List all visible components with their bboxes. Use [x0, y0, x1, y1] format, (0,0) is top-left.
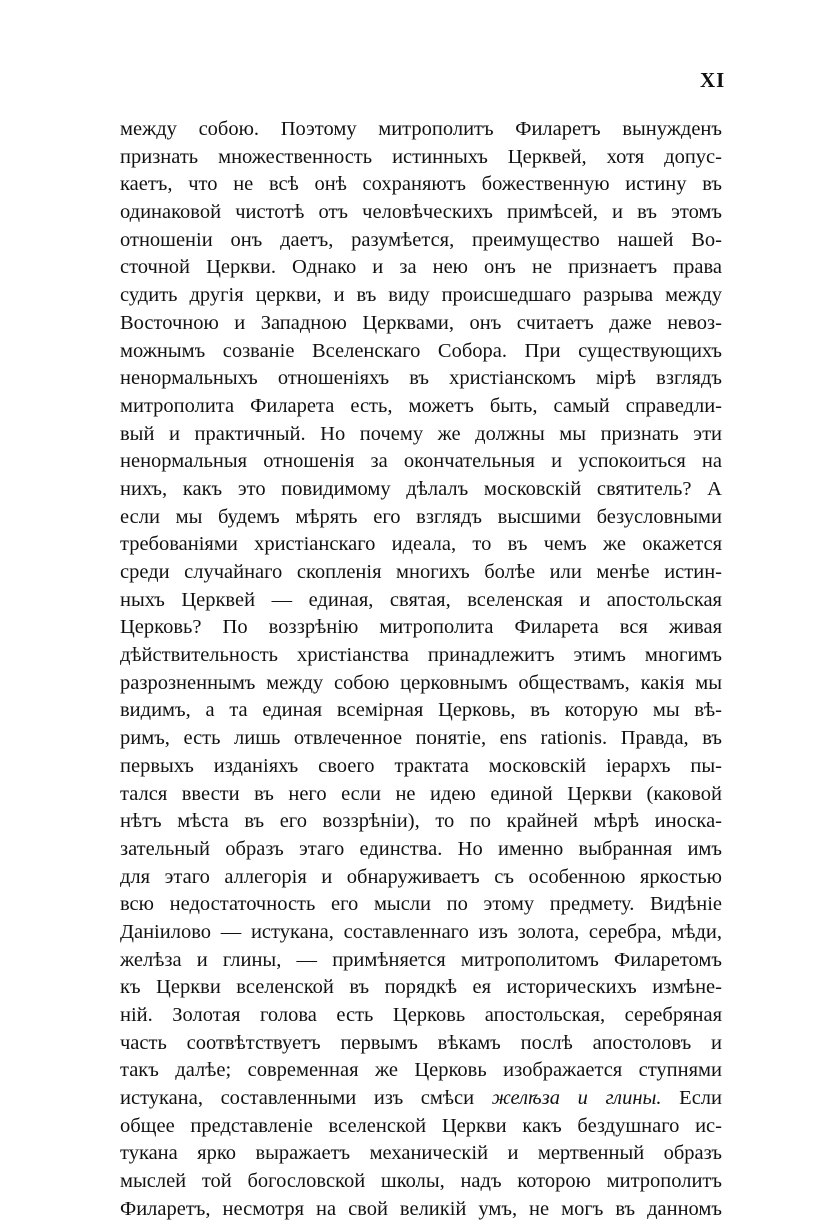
text-line: признать множественность истинныхъ Церквей, хотя допус- — [120, 145, 722, 168]
text-line: ній. Золотая голова есть Церковь апостольская, серебряная — [120, 1004, 722, 1026]
text-line: ныхъ Церквей — единая, святая, вселенская и апостольская — [120, 588, 722, 611]
text-line: между собою. Поэтому митрополитъ Филаретъ вынужденъ — [120, 118, 722, 140]
text-line: вый и практичный. Но почему же должны мы признать эти — [120, 422, 722, 445]
text-line: нѣтъ мѣста въ его воззрѣніи), то по крайней мѣрѣ иноска- — [120, 810, 722, 833]
text-line: если мы будемъ мѣрять его взглядъ высшими безусловными — [120, 505, 722, 528]
text-line: Церковь? По воззрѣнію митрополита Филарета вся живая — [120, 616, 722, 639]
line-text-before-italic: истукана, составленными изъ смѣси — [120, 1087, 475, 1110]
text-line: Восточною и Западною Церквами, онъ считаетъ даже невоз- — [120, 311, 722, 334]
text-line: Филаретъ, несмотря на свой великій умъ, не могъ въ данномъ — [120, 1197, 722, 1220]
text-line: зательный образъ этаго единства. Но именно выбранная имъ — [120, 837, 722, 860]
text-line: желѣза и глины, — примѣняется митрополитомъ Филаретомъ — [120, 948, 722, 971]
italic-phrase: желѣза и глины. — [491, 1087, 662, 1110]
text-line: къ Церкви вселенской въ порядкѣ ея историческихъ измѣне- — [120, 976, 722, 999]
text-line: римъ, есть лишь отвлеченное понятіе, ens rationis. Правда, въ — [120, 727, 722, 750]
text-line: ненормальныя отношенія за окончательныя и успокоиться на — [120, 450, 722, 473]
text-line: такъ далѣе; современная же Церковь изображается ступнями — [120, 1059, 722, 1082]
text-line: всю недостаточность его мысли по этому предмету. Видѣніе — [120, 893, 722, 916]
text-line-mixed — [120, 1085, 722, 1113]
text-line: митрополита Филарета есть, можетъ быть, самый справедли- — [120, 394, 722, 417]
text-line: первыхъ изданіяхъ своего трактата московскій іерархъ пы- — [120, 754, 722, 777]
text-line: для этаго аллегорія и обнаруживаетъ съ особенною яркостью — [120, 865, 722, 888]
line-text-after-italic: Если — [679, 1087, 722, 1110]
text-line: среди случайнаго скопленія многихъ болѣе или менѣе истин- — [120, 561, 722, 583]
text-line: требованіями христіанскаго идеала, то въ чемъ же окажется — [120, 533, 722, 556]
page-number: XI — [700, 68, 726, 92]
text-line: общее представленіе вселенской Церкви какъ бездушнаго ис- — [120, 1114, 722, 1137]
text-line: ненормальныхъ отношеніяхъ въ христіанскомъ мірѣ взглядъ — [120, 367, 722, 390]
text-line: отношеніи онъ даетъ, разумѣется, преимущество нашей Во- — [120, 228, 722, 251]
text-line: тался ввести въ него если не идею единой Церкви (каковой — [120, 782, 722, 805]
text-line: каетъ, что не всѣ онѣ сохраняютъ божественную истину въ — [120, 173, 722, 196]
text-line: тукана ярко выражаетъ механическій и мертвенный образъ — [120, 1142, 722, 1165]
text-line: судить другія церкви, и въ виду происшедшаго разрыва между — [120, 284, 722, 307]
body-text — [120, 116, 722, 1224]
text-line: сточной Церкви. Однако и за нею онъ не признаетъ права — [120, 256, 722, 279]
text-line: одинаковой чистотѣ отъ человѣческихъ примѣсей, и въ этомъ — [120, 201, 722, 224]
text-line: Даніилово — истукана, составленнаго изъ золота, серебра, мѣди, — [120, 920, 722, 943]
text-line: видимъ, а та единая всемірная Церковь, въ которую мы вѣ- — [120, 699, 722, 722]
text-line: мыслей той богословской школы, надъ которою митрополитъ — [120, 1170, 722, 1193]
text-line: нихъ, какъ это повидимому дѣлалъ московскій святитель? А — [120, 477, 722, 500]
text-line: дѣйствительность христіанства принадлежитъ этимъ многимъ — [120, 644, 722, 667]
text-line: разрозненнымъ между собою церковнымъ обществамъ, какія мы — [120, 671, 722, 694]
text-line: можнымъ созваніе Вселенскаго Собора. При существующихъ — [120, 339, 722, 362]
text-line: часть соотвѣтствуетъ первымъ вѣкамъ послѣ апостоловъ и — [120, 1031, 722, 1054]
